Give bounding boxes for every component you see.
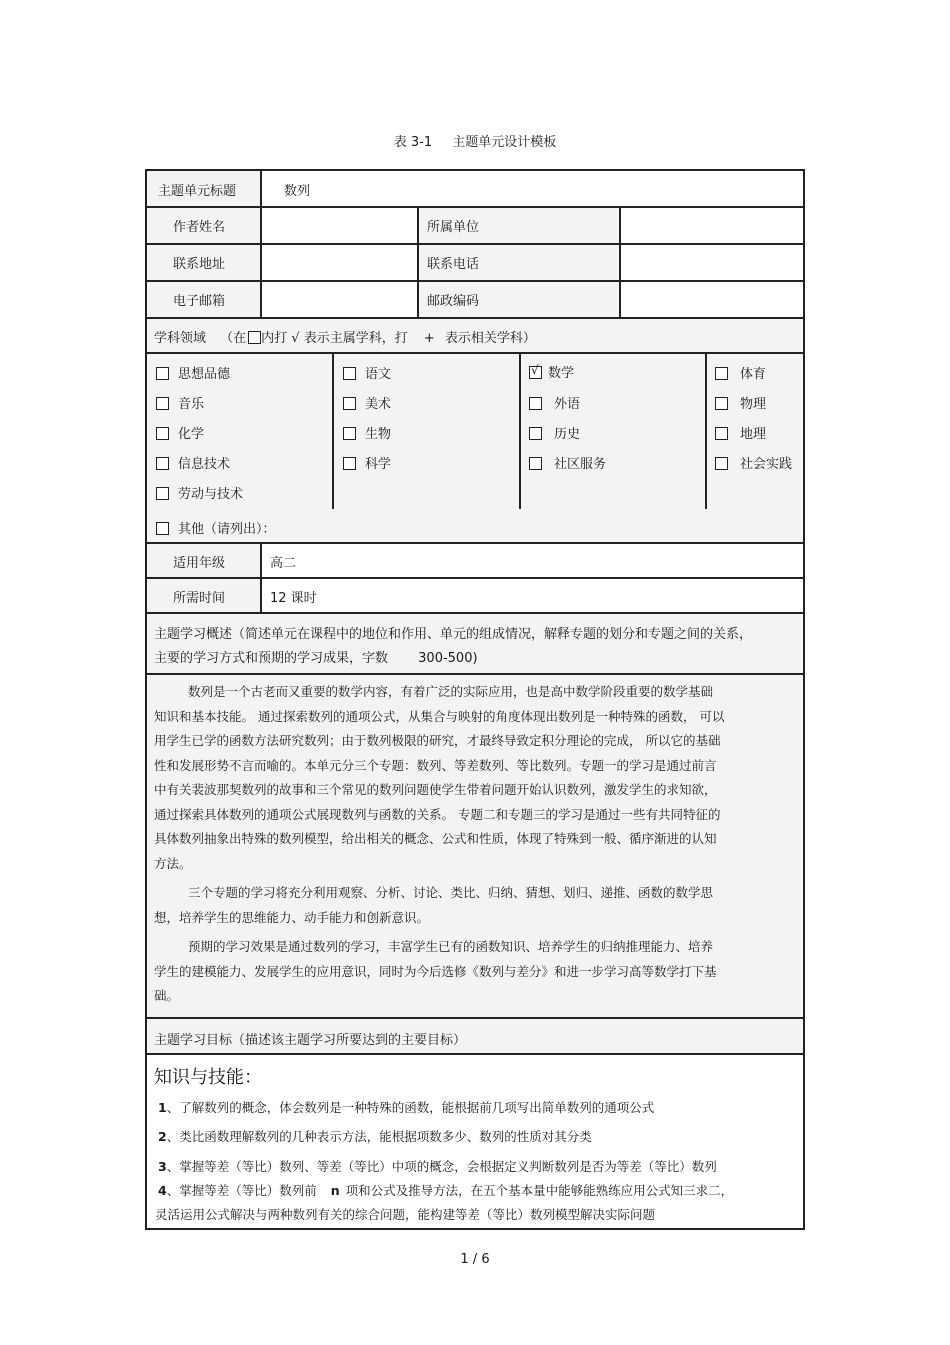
affiliation-cell[interactable] — [619, 208, 803, 243]
checkbox-icon[interactable] — [529, 427, 542, 440]
overview-text — [154, 680, 799, 1009]
subject-item[interactable]: 地理 — [715, 423, 766, 442]
checkbox-icon[interactable] — [156, 457, 169, 470]
checkbox-icon[interactable] — [715, 427, 728, 440]
grade-cell[interactable] — [260, 544, 803, 577]
subject-item[interactable]: 体育 — [715, 363, 766, 382]
subject-item[interactable]: 科学 — [343, 453, 391, 472]
checkbox-icon[interactable] — [156, 522, 169, 535]
overview-line: 三个专题的学习将充分利用观察、分析、讨论、类比、归纳、猜想、划归、递推、函数的数学思 — [188, 885, 714, 900]
unit-design-table — [145, 169, 805, 1230]
row-subjects — [147, 354, 803, 544]
goal-item: 3、掌握等差（等比）数列、等差（等比）中项的概念，会根据定义判断数列是否为等差（等比）数列 — [158, 1159, 717, 1174]
row-grade — [147, 544, 803, 579]
checkbox-icon[interactable] — [715, 457, 728, 470]
overview-line: 预期的学习效果是通过数列的学习，丰富学生已有的函数知识、培养学生的归纳推理能力、培养 — [188, 939, 714, 954]
subject-item[interactable]: 历史 — [529, 423, 580, 442]
time-label: 所需时间 — [173, 591, 226, 606]
subject-field-plus: + — [423, 331, 435, 346]
row-goal-label — [147, 1019, 803, 1055]
overview-line: 方法。 — [154, 855, 192, 871]
postcode-label: 邮政编码 — [427, 294, 480, 309]
checkbox-icon[interactable] — [156, 487, 169, 500]
checkbox-icon[interactable] — [343, 457, 356, 470]
unit-title-label: 主题单元标题 — [158, 184, 237, 199]
time-cell[interactable] — [260, 579, 803, 612]
overview-line: 中有关裴波那契数列的故事和三个常见的数列问题使学生带着问题开始认识数列，激发学生的求知欲， — [154, 782, 717, 797]
unit-title-value: 数列 — [284, 184, 311, 199]
overview-line: 想，培养学生的思维能力、动手能力和创新意识。 — [154, 909, 430, 925]
checkbox-icon[interactable] — [343, 427, 356, 440]
time-value: 12 课时 — [270, 591, 317, 606]
phone-label-cell — [417, 245, 619, 280]
address-cell[interactable] — [260, 245, 417, 280]
goal-item: 2、类比函数理解数列的几种表示方法，能根据项数多少、数列的性质对其分类 — [158, 1129, 592, 1144]
goals-heading: 知识与技能： — [154, 1067, 262, 1088]
checkbox-icon[interactable] — [343, 397, 356, 410]
affiliation-label: 所属单位 — [427, 220, 480, 235]
author-name-cell[interactable] — [260, 208, 417, 243]
grade-label: 适用年级 — [173, 556, 226, 571]
subject-other[interactable]: 其他（请列出）： — [156, 518, 276, 537]
row-time — [147, 579, 803, 614]
author-name-label: 作者姓名 — [173, 220, 226, 235]
subject-field-note-a: （在 — [220, 331, 247, 346]
postcode-label-cell — [417, 282, 619, 317]
goals-section — [147, 1055, 803, 1228]
overview-line: 具体数列抽象出特殊的数列模型，给出相关的概念、公式和性质，体现了特殊到一般、循序渐进的认知 — [154, 831, 717, 846]
page-number: 1 / 6 — [460, 1252, 490, 1267]
subject-col-divider-3 — [705, 354, 707, 509]
row-email — [147, 282, 803, 319]
goal-label: 主题学习目标（描述该主题学习所要达到的主要目标） — [154, 1033, 467, 1048]
subject-field-label — [154, 327, 536, 346]
checkbox-icon[interactable] — [156, 427, 169, 440]
subject-item[interactable]: 生物 — [343, 423, 391, 442]
subject-field-note-d: 表示相关学科） — [444, 331, 536, 346]
overview-line: 数列是一个古老而又重要的数学内容，有着广泛的实际应用，也是高中数学阶段重要的数学基础 — [188, 684, 714, 699]
overview-line: 用学生已学的函数方法研究数列；由于数列极限的研究，才最终导致定积分理论的完成， 所以它的基础 — [154, 733, 721, 748]
subject-item[interactable]: 社区服务 — [529, 453, 606, 472]
subject-item[interactable]: 外语 — [529, 393, 580, 412]
subject-item[interactable]: 物理 — [715, 393, 766, 412]
subject-item[interactable]: 音乐 — [156, 393, 204, 412]
grade-value: 高二 — [270, 556, 297, 571]
subject-item[interactable]: 思想品德 — [156, 363, 230, 382]
checkbox-icon[interactable] — [529, 457, 542, 470]
row-subject-field — [147, 319, 803, 354]
overview-label-line2: 主要的学习方式和预期的学习成果，字数 300-500) — [154, 651, 478, 666]
phone-label: 联系电话 — [427, 257, 480, 272]
checkbox-icon[interactable] — [343, 367, 356, 380]
subject-field-prefix: 学科领域 — [154, 331, 207, 346]
subject-item[interactable]: 劳动与技术 — [156, 483, 243, 502]
row-unit-title — [147, 171, 803, 208]
checkbox-icon[interactable] — [715, 367, 728, 380]
subject-col-divider-1 — [332, 354, 334, 509]
checkbox-icon[interactable] — [156, 367, 169, 380]
checkbox-icon[interactable] — [156, 397, 169, 410]
row-overview-text — [147, 675, 803, 1019]
goal-item: 1、了解数列的概念，体会数列是一种特殊的函数，能根据前几项写出简单数列的通项公式 — [158, 1100, 655, 1115]
email-label: 电子邮箱 — [173, 294, 226, 309]
checkbox-icon — [248, 331, 261, 344]
overview-line: 性和发展形势不言而喻的。本单元分三个专题：数列、等差数列、等比数列。专题一的学习是通过前言 — [154, 757, 717, 773]
subject-item[interactable]: 美术 — [343, 393, 391, 412]
overview-line: 通过探索具体数列的通项公式展现数列与函数的关系。 专题二和专题三的学习是通过一些有共同特征的 — [154, 806, 721, 822]
subject-item[interactable]: 化学 — [156, 423, 204, 442]
checkbox-icon[interactable] — [715, 397, 728, 410]
postcode-cell[interactable] — [619, 282, 803, 317]
table-number: 表 3-1 — [393, 135, 433, 150]
subject-item[interactable]: 信息技术 — [156, 453, 230, 472]
overview-label-line1: 主题学习概述（简述单元在课程中的地位和作用、单元的组成情况，解释专题的划分和专题之间的关系， — [154, 627, 753, 642]
subject-field-note-b: 内打 √ 表示主属学科，打 — [261, 331, 408, 346]
subject-item-checked[interactable]: √数学 — [529, 362, 574, 381]
address-label: 联系地址 — [173, 257, 226, 272]
table-caption — [0, 131, 950, 150]
row-address — [147, 245, 803, 282]
unit-title-cell[interactable] — [260, 171, 803, 206]
subject-item[interactable]: 社会实践 — [715, 453, 792, 472]
goal-item: 灵活运用公式解决与两种数列有关的综合问题，能构建等差（等比）数列模型解决实际问题 — [155, 1207, 656, 1222]
subject-col-divider-2 — [519, 354, 521, 509]
row-overview-label — [147, 614, 803, 675]
subject-item[interactable]: 语文 — [343, 363, 391, 382]
goal-item: 4、掌握等差（等比）数列前 n 项和公式及推导方法，在五个基本量中能够能熟练应用公式知三求二， — [158, 1183, 734, 1198]
overview-line: 知识和基本技能。 通过探索数列的通项公式，从集合与映射的角度体现出数列是一种特殊的函数， 可以 — [154, 708, 725, 724]
overview-line: 础。 — [154, 988, 180, 1003]
phone-cell[interactable] — [619, 245, 803, 280]
email-cell[interactable] — [260, 282, 417, 317]
table-title: 主题单元设计模板 — [452, 135, 557, 150]
overview-line: 学生的建模能力、发展学生的应用意识，同时为今后选修《数列与差分》和进一步学习高等数学打下基 — [154, 963, 717, 979]
checked-checkbox-icon[interactable] — [529, 366, 542, 379]
checkbox-icon[interactable] — [529, 397, 542, 410]
row-author — [147, 208, 803, 245]
affiliation-label-cell — [417, 208, 619, 243]
